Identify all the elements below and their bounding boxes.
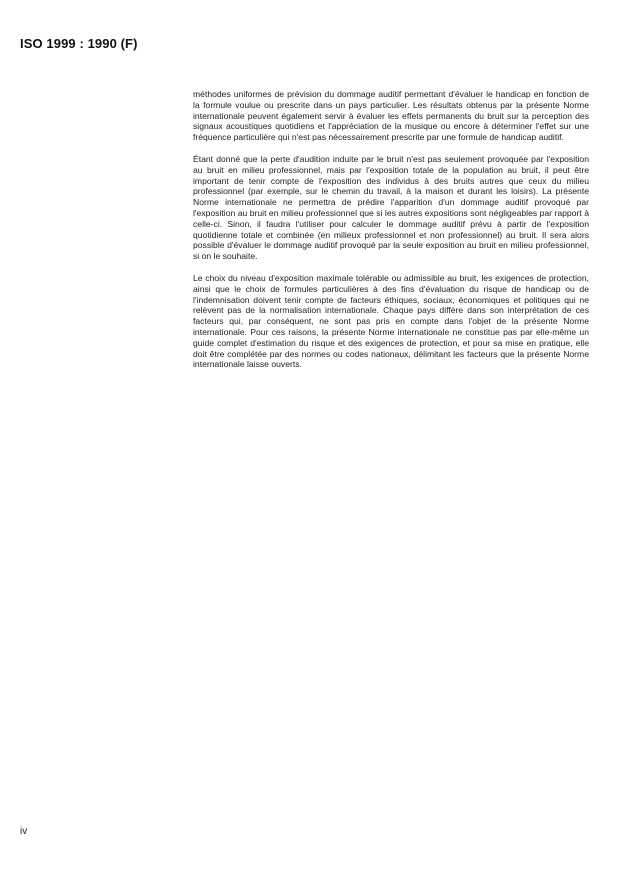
paragraph-prediction-methods: méthodes uniformes de prévision du dommage auditif permettant d'évaluer le handicap en fonction de la formule voulue ou prescrite dans un pays particulier. Les résultats obtenus par la présente Norme internationale peuvent également servir à évaluer les effets permanents du bruit sur la perception des signaux acoustiques quotidiens et l'appréciation de la musique ou encore à déterminer l'effet sur une fréquence particulière qui n'est pas nécessairement prescrite par une formule de handicap auditif. [193, 89, 589, 143]
paragraph-exposure-choice: Le choix du niveau d'exposition maximale tolérable ou admissible au bruit, les exigences de protection, ainsi que le choix de formules particulières à des fins d'évaluation du risque de handicap ou de l'indemnisation doivent tenir compte de facteurs éthiques, sociaux, économiques et politiques qui ne relèvent pas de la normalisation internationale. Chaque pays diffère dans son interprétation de ces facteurs qui, par conséquent, ne sont pas pris en compte dans l'objet de la présente Norme internationale. Pour ces raisons, la présente Norme internationale ne constitue pas par elle-même un guide complet d'estimation du risque et des exigences de protection, et pour sa mise en pratique, elle doit être complétée par des normes ou codes nationaux, délimitant les facteurs que la présente Norme internationale laisse ouverts. [193, 272, 589, 370]
page-number: iv [20, 826, 28, 837]
document-id-header: ISO 1999 : 1990 (F) [20, 36, 138, 51]
paragraph-total-exposure: Étant donné que la perte d'audition induite par le bruit n'est pas seulement provoquée par l'exposition au bruit en milieu professionnel, mais par l'exposition totale de la population au bruit, il peut être important de tenir compte de l'exposition des individus à des bruits autres que ceux du milieu professionnel (par exemple, sur le chemin du travail, à la maison et durant les loisirs). La présente Norme internationale ne permettra de prédire l'apparition d'un dommage auditif provoqué par l'exposition au bruit en milieu professionnel que si les autres expositions sont négligeables par rapport à celle-ci. Sinon, il faudra l'utiliser pour calculer le dommage auditif prévu à partir de l'exposition quotidienne totale et combinée (en milieux professionnel et non professionnel) au bruit. Il sera alors possible d'évaluer le dommage auditif provoqué par la seule exposition au bruit en milieu professionnel, si on le souhaite. [193, 153, 589, 262]
body-text [193, 89, 589, 381]
